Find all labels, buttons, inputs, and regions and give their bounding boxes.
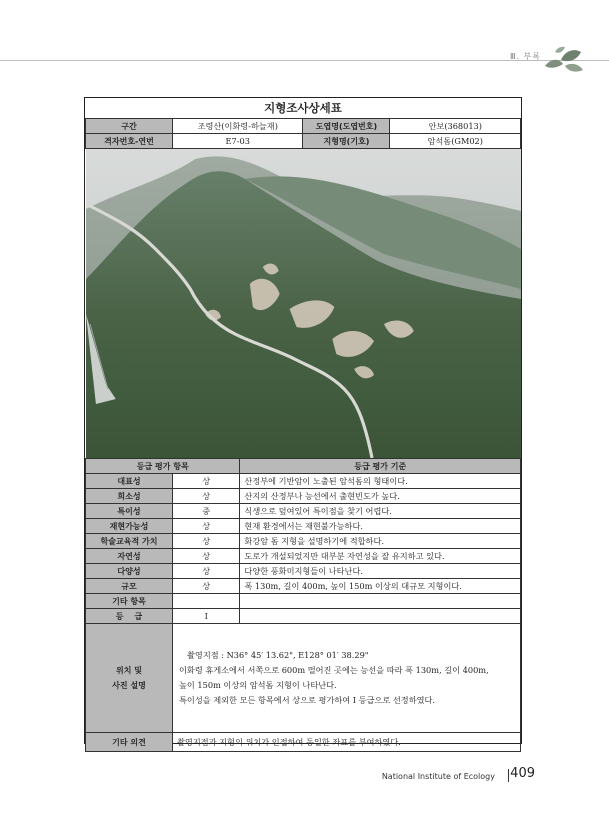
eval-grade: 상	[173, 474, 240, 489]
location-coordinates: 촬영지점 : N36° 45′ 13.62", E128° 01′ 38.29"	[187, 650, 369, 660]
sheet-title: 지형조사상세표	[86, 98, 521, 119]
landform-name-label: 지형명(기호)	[303, 134, 390, 149]
eval-criteria	[240, 609, 521, 624]
other-row	[86, 733, 521, 752]
eval-row	[86, 504, 521, 519]
detail-table	[85, 98, 521, 752]
location-line: 이화령 휴게소에서 서쪽으로 600m 떨어진 곳에는 능선을 따라 폭 130m, 길이 400m,	[179, 665, 489, 675]
eval-grade: 상	[173, 549, 240, 564]
section-label: Ⅲ. 부록	[509, 52, 541, 61]
eval-item: 학술교육적 가치	[86, 534, 173, 549]
eval-grade: 상	[173, 579, 240, 594]
grid-number-value: E7-03	[173, 134, 303, 149]
leaf-decoration-icon	[541, 44, 587, 76]
eval-grade: 중	[173, 504, 240, 519]
eval-row	[86, 489, 521, 504]
eval-item: 기타 항목	[86, 594, 173, 609]
eval-grade: 상	[173, 534, 240, 549]
eval-item: 다양성	[86, 564, 173, 579]
eval-criteria-header: 등급 평가 기준	[240, 459, 521, 474]
landform-name-value: 암석돔(GM02)	[390, 134, 521, 149]
eval-grade: 상	[173, 519, 240, 534]
eval-grade	[173, 594, 240, 609]
eval-row	[86, 609, 521, 624]
eval-criteria: 식생으로 덮여있어 특이점을 찾기 어렵다.	[240, 504, 521, 519]
info-row	[86, 119, 521, 134]
map-sheet-value: 안보(368013)	[390, 119, 521, 134]
eval-grade: I	[173, 609, 240, 624]
eval-criteria: 화강암 돔 지형을 설명하기에 적합하다.	[240, 534, 521, 549]
eval-row	[86, 534, 521, 549]
eval-grade: 상	[173, 564, 240, 579]
eval-row	[86, 579, 521, 594]
footer-separator	[508, 769, 509, 782]
location-description	[173, 624, 521, 733]
eval-row	[86, 519, 521, 534]
eval-criteria: 다양한 풍화미지형들이 나타난다.	[240, 564, 521, 579]
location-label: 위치 및 사진 설명	[86, 624, 173, 733]
location-line: 특이성을 제외한 모든 항목에서 상으로 평가하여 I 등급으로 선정하였다.	[179, 695, 436, 705]
map-sheet-label: 도엽명(도엽번호)	[303, 119, 390, 134]
eval-criteria: 폭 130m, 길이 400m, 높이 150m 이상의 대규모 지형이다.	[240, 579, 521, 594]
info-row	[86, 134, 521, 149]
eval-item: 특이성	[86, 504, 173, 519]
eval-criteria	[240, 594, 521, 609]
eval-row	[86, 594, 521, 609]
other-text: 촬영지점과 지형의 위치가 인접하여 동일한 좌표를 부여하였다.	[173, 733, 521, 752]
eval-item-header: 등급 평가 항목	[86, 459, 240, 474]
eval-item: 재현가능성	[86, 519, 173, 534]
eval-criteria: 현재 환경에서는 재현불가능하다.	[240, 519, 521, 534]
eval-row	[86, 474, 521, 489]
eval-grade: 상	[173, 489, 240, 504]
location-row	[86, 624, 521, 733]
eval-item: 등 급	[86, 609, 173, 624]
aerial-photo	[86, 149, 521, 458]
other-label: 기타 의견	[86, 733, 173, 752]
eval-item: 대표성	[86, 474, 173, 489]
eval-row	[86, 564, 521, 579]
publisher-name: National Institute of Ecology	[381, 772, 495, 781]
eval-item: 희소성	[86, 489, 173, 504]
eval-criteria: 산지의 산정부나 능선에서 출현빈도가 높다.	[240, 489, 521, 504]
photo-cell	[86, 149, 521, 459]
page-number: 409	[510, 766, 535, 781]
terrain-detail-sheet	[84, 97, 522, 747]
grid-number-label: 격자번호-연번	[86, 134, 173, 149]
eval-criteria: 산정부에 기반암이 노출된 암석돔의 형태이다.	[240, 474, 521, 489]
location-line: 높이 150m 이상의 암석돔 지형이 나타난다.	[179, 680, 337, 690]
section-value: 조령산(이화령-하늘재)	[173, 119, 303, 134]
eval-item: 자연성	[86, 549, 173, 564]
section-label-cell: 구간	[86, 119, 173, 134]
eval-row	[86, 549, 521, 564]
eval-criteria: 도로가 개설되었지만 대부분 자연성을 잘 유지하고 있다.	[240, 549, 521, 564]
eval-item: 규모	[86, 579, 173, 594]
